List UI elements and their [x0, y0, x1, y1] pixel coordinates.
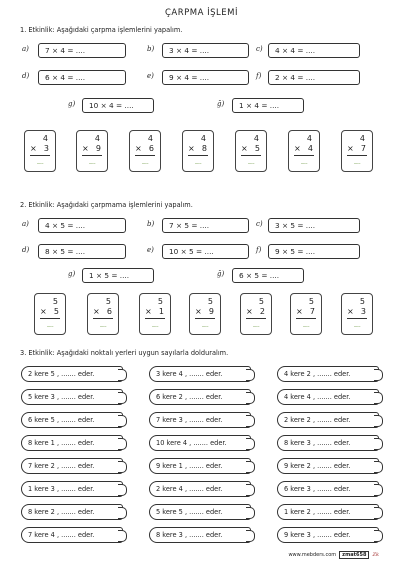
fill-blank-tag[interactable]: 1 kere 3 , ....... eder.	[21, 481, 123, 497]
item-label: c)	[256, 45, 263, 53]
fill-blank-tag[interactable]: 6 kere 2 , ....... eder.	[149, 389, 251, 405]
fill-blank-tag[interactable]: 4 kere 2 , ....... eder.	[277, 366, 379, 382]
footer	[288, 551, 379, 559]
fill-blank-tag[interactable]: 8 kere 2 , ....... eder.	[21, 504, 123, 520]
fill-blank-tag[interactable]: 1 kere 2 , ....... eder.	[277, 504, 379, 520]
item-label: f)	[256, 246, 262, 254]
exercise-box[interactable]: 10 × 5 = ....	[162, 244, 249, 259]
item-label: b)	[147, 45, 155, 53]
fill-blank-tag[interactable]: 8 kere 3 , ....... eder.	[149, 527, 251, 543]
item-label: a)	[22, 45, 29, 53]
multiplication-card[interactable]: 4 × 6 ......	[129, 130, 161, 172]
item-label: e)	[147, 72, 154, 80]
fill-blank-tag[interactable]: 9 kere 3 , ....... eder.	[277, 527, 379, 543]
fill-blank-tag[interactable]: 2 kere 4 , ....... eder.	[149, 481, 251, 497]
multiplication-card[interactable]: 5 × 5 ......	[34, 293, 66, 335]
multiplication-card[interactable]: 5 × 9 ......	[189, 293, 221, 335]
multiplication-card[interactable]: 5 × 2 ......	[240, 293, 272, 335]
exercise-box[interactable]: 2 × 4 = ....	[268, 70, 360, 85]
exercise-box[interactable]: 6 × 5 = ....	[232, 268, 304, 283]
fill-blank-tag[interactable]: 2 kere 2 , ....... eder.	[277, 412, 379, 428]
fill-blank-tag[interactable]: 5 kere 3 , ....... eder.	[21, 389, 123, 405]
footer-site[interactable]: www.mebders.com	[288, 552, 337, 558]
item-label: g)	[68, 100, 76, 108]
page-title: ÇARPMA İŞLEMİ	[165, 8, 238, 18]
footer-code: zmat658	[339, 551, 369, 559]
exercise-box[interactable]: 10 × 4 = ....	[82, 98, 154, 113]
section-1-heading: 1. Etkinlik: Aşağıdaki çarpma işlemlerini yapalım.	[20, 26, 183, 34]
exercise-box[interactable]: 8 × 5 = ....	[38, 244, 126, 259]
exercise-box[interactable]: 3 × 4 = ....	[162, 43, 249, 58]
multiplication-card[interactable]: 5 × 3 ......	[341, 293, 373, 335]
multiplication-card[interactable]: 4 × 8 ......	[182, 130, 214, 172]
exercise-box[interactable]: 1 × 4 = ....	[232, 98, 304, 113]
signature: Zk	[372, 552, 379, 558]
fill-blank-tag[interactable]: 9 kere 2 , ....... eder.	[277, 458, 379, 474]
fill-blank-tag[interactable]: 5 kere 5 , ....... eder.	[149, 504, 251, 520]
multiplication-card[interactable]: 4 × 4 ......	[288, 130, 320, 172]
item-label: d)	[22, 246, 30, 254]
fill-blank-tag[interactable]: 2 kere 5 , ....... eder.	[21, 366, 123, 382]
fill-blank-tag[interactable]: 7 kere 3 , ....... eder.	[149, 412, 251, 428]
exercise-box[interactable]: 6 × 4 = ....	[38, 70, 126, 85]
fill-blank-tag[interactable]: 7 kere 2 , ....... eder.	[21, 458, 123, 474]
multiplication-card[interactable]: 5 × 1 ......	[139, 293, 171, 335]
exercise-box[interactable]: 1 × 5 = ....	[82, 268, 154, 283]
item-label: c)	[256, 220, 263, 228]
fill-blank-tag[interactable]: 6 kere 3 , ....... eder.	[277, 481, 379, 497]
exercise-box[interactable]: 9 × 4 = ....	[162, 70, 249, 85]
item-label: e)	[147, 246, 154, 254]
item-label: ğ)	[217, 270, 225, 278]
multiplication-card[interactable]: 4 × 3 ......	[24, 130, 56, 172]
fill-blank-tag[interactable]: 8 kere 3 , ....... eder.	[277, 435, 379, 451]
item-label: a)	[22, 220, 29, 228]
fill-blank-tag[interactable]: 6 kere 5 , ....... eder.	[21, 412, 123, 428]
multiplication-card[interactable]: 4 × 7 ......	[341, 130, 373, 172]
multiplication-card[interactable]: 4 × 9 ......	[76, 130, 108, 172]
exercise-box[interactable]: 4 × 5 = ....	[38, 218, 126, 233]
exercise-box[interactable]: 4 × 4 = ....	[268, 43, 360, 58]
exercise-box[interactable]: 7 × 5 = ....	[162, 218, 249, 233]
fill-blank-tag[interactable]: 10 kere 4 , ....... eder.	[149, 435, 251, 451]
section-2-heading: 2. Etkinlik: Aşağıdaki çarpmama işlemlerini yapalım.	[20, 201, 193, 209]
multiplication-card[interactable]: 5 × 6 ......	[87, 293, 119, 335]
section-3-heading: 3. Etkinlik: Aşağıdaki noktalı yerleri uygun sayılarla dolduralım.	[20, 349, 229, 357]
exercise-box[interactable]: 3 × 5 = ....	[268, 218, 360, 233]
exercise-box[interactable]: 7 × 4 = ....	[38, 43, 126, 58]
fill-blank-tag[interactable]: 4 kere 4 , ....... eder.	[277, 389, 379, 405]
item-label: d)	[22, 72, 30, 80]
exercise-box[interactable]: 9 × 5 = ....	[268, 244, 360, 259]
item-label: b)	[147, 220, 155, 228]
item-label: g)	[68, 270, 76, 278]
item-label: ğ)	[217, 100, 225, 108]
item-label: f)	[256, 72, 262, 80]
multiplication-card[interactable]: 5 × 7 ......	[290, 293, 322, 335]
fill-blank-tag[interactable]: 8 kere 1 , ....... eder.	[21, 435, 123, 451]
fill-blank-tag[interactable]: 3 kere 4 , ....... eder.	[149, 366, 251, 382]
fill-blank-tag[interactable]: 7 kere 4 , ....... eder.	[21, 527, 123, 543]
multiplication-card[interactable]: 4 × 5 ......	[235, 130, 267, 172]
fill-blank-tag[interactable]: 9 kere 1 , ....... eder.	[149, 458, 251, 474]
